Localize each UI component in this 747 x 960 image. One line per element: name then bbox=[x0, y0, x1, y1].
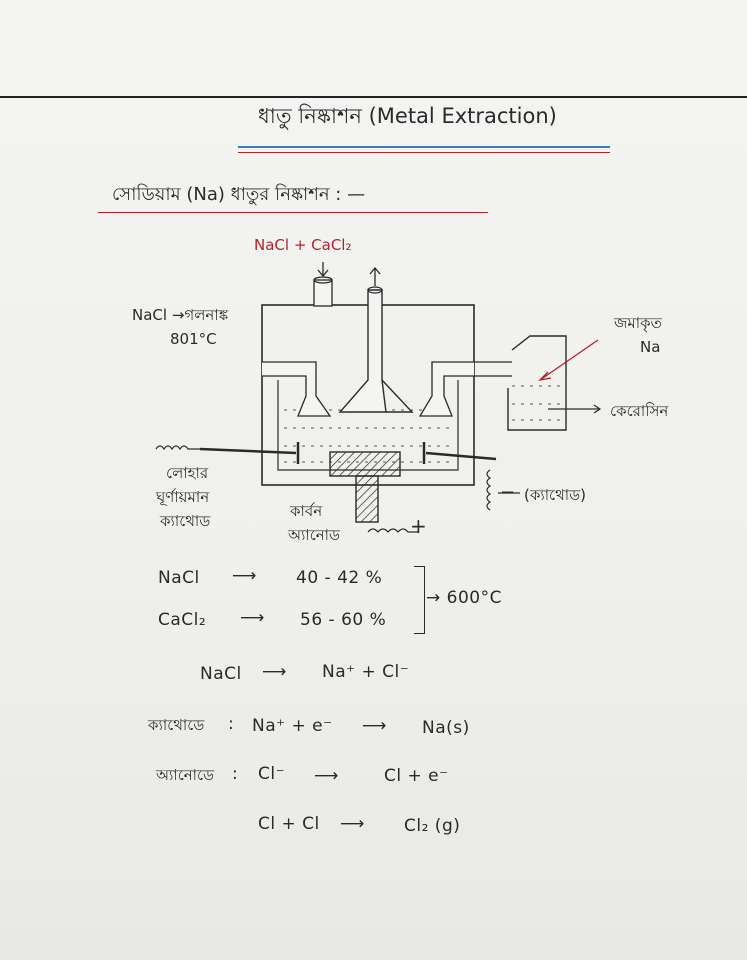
cathode-sign: − bbox=[500, 482, 516, 503]
carbon-anode-label-2: অ্যানোড bbox=[288, 526, 341, 544]
chlorine-outlet-funnel bbox=[340, 290, 386, 412]
cathode-eq-label: ক্যাথোডে bbox=[148, 716, 205, 734]
nacl-melting-point-value: 801°C bbox=[170, 330, 217, 348]
anode-sign: + bbox=[410, 514, 427, 538]
chlorine-eq-right: Cl₂ (g) bbox=[404, 816, 461, 836]
left-hood bbox=[262, 362, 330, 416]
carbon-anode bbox=[330, 452, 400, 522]
iron-cathode-rod bbox=[200, 449, 296, 453]
kerosene-label: কেরোসিন bbox=[610, 402, 669, 420]
kerosene-arrow bbox=[548, 405, 600, 413]
cathode-label-right: (ক্যাথোড) bbox=[524, 486, 587, 504]
feed-arrow bbox=[318, 262, 328, 276]
mixture-compound-cacl2: CaCl₂ bbox=[158, 610, 207, 630]
section-heading: সোডিয়াম (Na) ধাতুর নিষ্কাশন : — bbox=[112, 184, 366, 205]
right-cathode-rod bbox=[426, 453, 496, 459]
iron-cathode-label-3: ক্যাথোড bbox=[160, 512, 211, 530]
feed-inlet-tube bbox=[314, 280, 332, 306]
dissociation-arrow: ⟶ bbox=[262, 662, 287, 682]
mixture-temperature: → 600°C bbox=[426, 588, 502, 608]
dissociation-left: NaCl bbox=[200, 664, 242, 684]
chlorine-eq-left: Cl + Cl bbox=[258, 814, 320, 834]
mixture-compound-nacl: NaCl bbox=[158, 568, 200, 588]
cathode-eq-right: Na(s) bbox=[422, 718, 470, 738]
carbon-anode-label-1: কার্বন bbox=[290, 502, 323, 520]
collected-na-symbol: Na bbox=[640, 338, 661, 356]
mixture-arrow-1: ⟶ bbox=[232, 566, 257, 586]
nacl-melting-point-label: NaCl →গলনাঙ্ক bbox=[132, 306, 229, 324]
cathode-wire-right bbox=[487, 470, 490, 510]
feed-label: NaCl + CaCl₂ bbox=[254, 236, 352, 254]
mixture-percent-cacl2: 56 - 60 % bbox=[300, 610, 387, 630]
anode-eq-arrow: ⟶ bbox=[314, 766, 339, 786]
dissociation-right: Na⁺ + Cl⁻ bbox=[322, 662, 410, 682]
collected-na-label: জমাকৃত bbox=[614, 314, 662, 332]
cathode-eq-arrow: ⟶ bbox=[362, 716, 387, 736]
anode-eq-label: অ্যানোডে bbox=[156, 766, 215, 784]
mixture-temperature-value: 600°C bbox=[446, 588, 502, 608]
anode-eq-left: Cl⁻ bbox=[258, 764, 286, 784]
right-hood bbox=[420, 362, 474, 416]
cathode-eq-left: Na⁺ + e⁻ bbox=[252, 716, 333, 736]
cathode-wire-left bbox=[156, 446, 200, 449]
sodium-collector bbox=[508, 336, 566, 430]
mixture-bracket-line bbox=[414, 566, 425, 634]
chlorine-eq-arrow: ⟶ bbox=[340, 814, 365, 834]
anode-eq-colon: : bbox=[232, 764, 239, 784]
sodium-outlet-pipe bbox=[474, 362, 512, 376]
iron-cathode-label-1: লোহার bbox=[166, 464, 209, 482]
page-title: ধাতু নিষ্কাশন (Metal Extraction) bbox=[258, 104, 557, 128]
chlorine-out-arrow bbox=[370, 268, 380, 286]
mixture-arrow-2: ⟶ bbox=[240, 608, 265, 628]
iron-cathode-label-2: ঘূর্ণায়মান bbox=[156, 488, 210, 506]
cathode-eq-colon: : bbox=[228, 714, 235, 734]
collected-na-arrow bbox=[540, 340, 598, 380]
anode-eq-right: Cl + e⁻ bbox=[384, 766, 449, 786]
mixture-percent-nacl: 40 - 42 % bbox=[296, 568, 383, 588]
